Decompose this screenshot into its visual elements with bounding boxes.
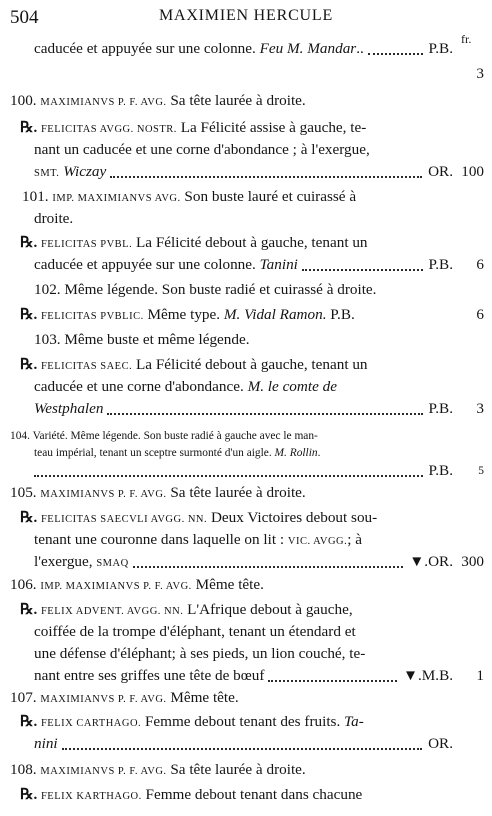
entry-line [34,281,376,299]
entry-text: Même tête. [191,576,264,593]
entry-line [20,306,355,326]
entry-text: .. [356,40,364,57]
entry-text: SMT. [34,168,60,179]
entry-text: caducée et appuyée sur une colonne. [34,256,260,273]
entry-text: La Félicité assise à gauche, te- [176,119,367,136]
price-francs: 6 [476,256,484,273]
entry-line [34,400,103,418]
entry-text: Même tête. [166,689,239,706]
entry-text: FELICITAS PVBL. [40,239,133,250]
entry-line [20,601,353,621]
entry-text: 106. [10,576,41,593]
entry-line [10,689,239,709]
entry-text: FELICITAS AVGG. NOSTR. [40,124,177,135]
entry-text: FELICITAS SAECVLI AVGG. NN. [40,514,208,525]
entry-line [34,210,73,228]
entry-text: 103. Même buste et même légende. [34,331,250,348]
reverse-symbol: ℞. [20,787,41,803]
module-value: P.B. [428,40,453,57]
citation-text: Westphalen [34,400,104,417]
entry-text: Femme debout tenant des fruits. [141,713,345,730]
price-francs: 100 [461,163,484,180]
entry-text: 107. [10,689,41,706]
entry-line [34,623,356,641]
entry-text: Même type. [143,306,224,323]
entry-text: nant un caducée et une corne d'abondance ; à l'exergue, [34,141,370,158]
entry-line [34,645,365,663]
entry-line [20,786,362,806]
entry-text: 102. Même légende. Son buste radié et cuirassé à droite. [34,281,377,298]
entry-line [10,427,318,445]
entry-text: IMP. MAXIMIANVS AVG. [52,193,181,204]
entry-text: ; à [347,531,363,548]
entry-line [20,119,366,139]
entry-text: FELIX CARTHAGO. [40,718,142,729]
page-number: 504 [10,7,39,28]
citation-text: M. Vidal Ramon. [223,306,327,323]
running-head: MAXIMIEN HERCULE [158,7,334,24]
citation-text: Ta- [344,713,364,730]
reverse-symbol: ℞. [20,510,41,526]
entry-text: . [317,447,321,459]
module-value: ▼.M.B. [402,667,453,684]
module-value: ▼.OR. [409,553,453,570]
entry-line [34,141,370,159]
dotted-leader [302,269,423,271]
entry-line [20,713,364,733]
entry-line [20,356,368,376]
entry-line [10,92,306,112]
entry-text: L'Afrique debout à gauche, [183,601,353,618]
entry-text: droite. [34,210,74,227]
entry-text: La Félicité debout à gauche, tenant un [132,356,368,373]
entry-text: IMP. MAXIMIANVS P. F. AVG. [40,581,192,592]
entry-text: 100. [10,92,41,109]
citation-text: M. le comte de [247,378,337,395]
module-value: P.B. [428,400,453,417]
price-francs: 300 [461,553,484,570]
reverse-symbol: ℞. [20,714,41,730]
entry-text: La Félicité debout à gauche, tenant un [132,234,368,251]
reverse-symbol: ℞. [20,602,41,618]
entry-text: teau impérial, tenant un sceptre surmonté d'un aigle. [34,447,275,459]
dotted-leader [62,748,422,750]
entry-text: 105. [10,484,41,501]
entry-text: 101. [22,188,53,205]
price-francs: 3 [476,400,484,417]
citation-text: Tanini [259,256,298,273]
entry-text: tenant une couronne dans laquelle on lit : [34,531,288,548]
entry-text: FELIX ADVENT. AVGG. NN. [40,606,184,617]
entry-text: Son buste lauré et cuirassé à [180,188,357,205]
entry-text: VIC. AVGG. [287,536,348,547]
dotted-leader [34,475,423,477]
entry-text: MAXIMIANVS P. F. AVG. [40,97,167,108]
price-francs: 6 [476,306,484,323]
entry-line [10,761,306,781]
entry-text: 108. [10,761,41,778]
entry-line [34,444,320,462]
entry-text: FELICITAS PVBLIC. [40,311,144,322]
entry-text: FELIX KARTHAGO. [40,791,142,802]
entry-text: Deux Victoires debout sou- [207,509,378,526]
entry-text: P.B. [326,306,355,323]
reverse-symbol: ℞. [20,235,41,251]
entry-line [10,484,306,504]
reverse-symbol: ℞. [20,307,41,323]
price-francs: 3 [476,65,484,82]
entry-line [34,163,106,183]
citation-text: M. Rollin [274,447,318,459]
entry-text: nant entre ses griffes une tête de bœuf [34,667,265,684]
entry-line [34,378,337,396]
dotted-leader [368,53,423,55]
module-value: P.B. [428,256,453,273]
module-value: OR. [428,163,453,180]
entry-text: l'exergue, [34,553,97,570]
entry-text: Sa tête laurée à droite. [166,761,306,778]
reverse-symbol: ℞. [20,120,41,136]
entry-line [34,735,58,753]
dotted-leader [268,680,397,682]
entry-line [20,234,368,254]
module-value: P.B. [428,462,453,479]
reverse-symbol: ℞. [20,357,41,373]
entry-line [34,667,264,685]
price-francs: 1 [476,667,484,684]
entry-text: MAXIMIANVS P. F. AVG. [40,694,167,705]
entry-text: Sa tête laurée à droite. [166,484,306,501]
entry-line [34,40,364,58]
entry-text: Femme debout tenant dans chacune [141,786,363,803]
entry-line [20,509,377,529]
entry-line [22,188,356,208]
dotted-leader [133,566,403,568]
citation-text: Feu M. Mandar [259,40,357,57]
entry-line [34,531,362,551]
price-column-label: fr. [461,32,472,46]
dotted-leader [107,413,423,415]
entry-line [34,553,129,573]
entry-text: Sa tête laurée à droite. [166,92,306,109]
entry-text: MAXIMIANVS P. F. AVG. [40,489,167,500]
entry-text: FELICITAS SAEC. [40,361,133,372]
entry-text: caducée et une corne d'abondance. [34,378,248,395]
citation-text: Wiczay [63,163,107,180]
entry-text: une défense d'éléphant; à ses pieds, un lion couché, te- [34,645,366,662]
entry-line [10,576,264,596]
module-value: OR. [428,735,453,752]
entry-text: SMAQ [96,558,129,569]
entry-text: coiffée de la trompe d'éléphant, tenant un étendard et [34,623,356,640]
dotted-leader [110,176,422,178]
price-francs: 5 [478,465,484,477]
entry-line [34,331,250,349]
entry-text: 104. Variété. Même légende. Son buste radié à gauche avec le man- [10,430,318,442]
entry-line [34,256,298,274]
citation-text: nini [34,735,58,752]
entry-text: caducée et appuyée sur une colonne. [34,40,260,57]
entry-text: MAXIMIANVS P. F. AVG. [40,766,167,777]
